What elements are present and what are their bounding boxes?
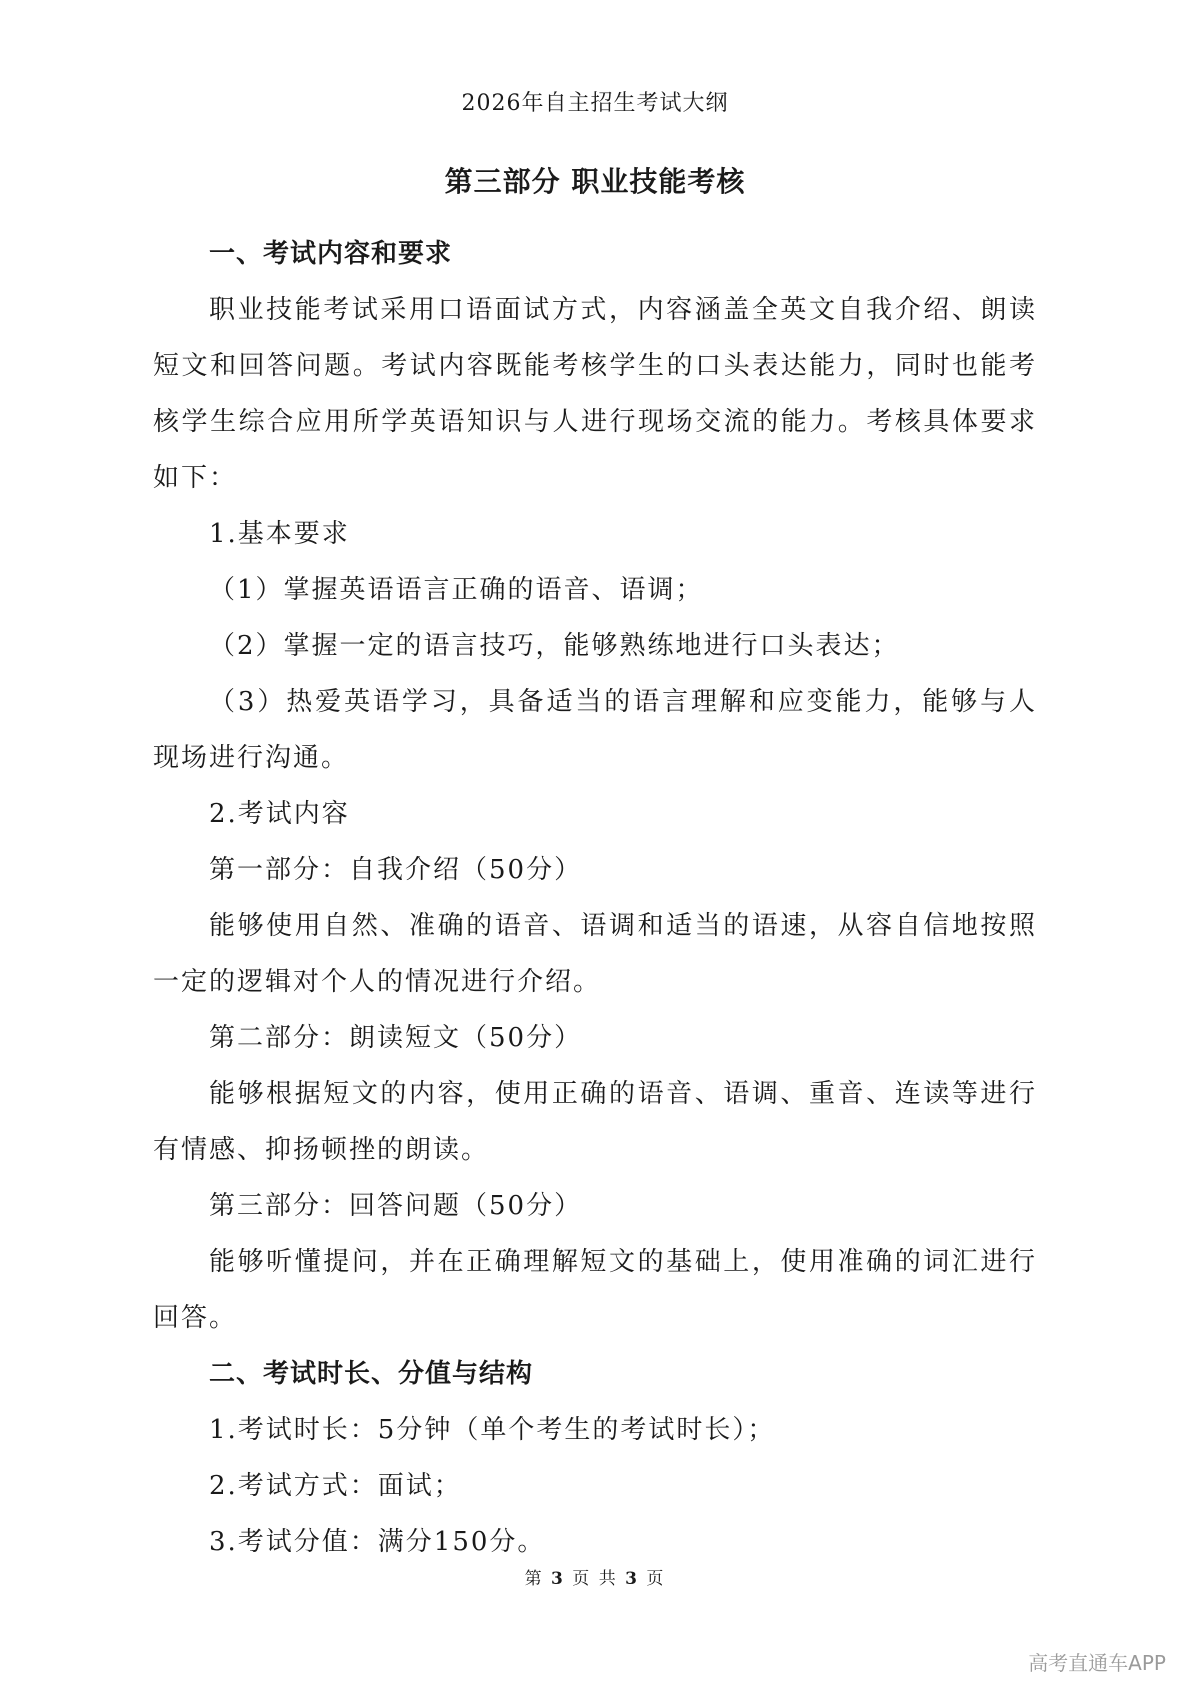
- paragraph: （2）掌握一定的语言技巧，能够熟练地进行口头表达；: [209, 631, 900, 661]
- footer-suffix: 页: [646, 1569, 666, 1589]
- document-header: 2026年自主招生考试大纲: [461, 91, 729, 116]
- paragraph: 能够听懂提问，并在正确理解短文的基础上，使用准确的词汇进行回答。: [153, 1247, 1037, 1333]
- section-heading: 二、考试时长、分值与结构: [209, 1359, 534, 1389]
- paragraph: 能够使用自然、准确的语音、语调和适当的语速，从容自信地按照一定的逻辑对个人的情况进行介绍。: [153, 911, 1037, 997]
- section-title: 第三部分 职业技能考核: [444, 165, 746, 198]
- paragraph: 2.考试内容: [209, 799, 350, 829]
- paragraph: （1）掌握英语语言正确的语音、语调；: [209, 575, 704, 605]
- current-page-number: 3: [551, 1569, 565, 1589]
- section-heading: 一、考试内容和要求: [209, 239, 453, 269]
- paragraph: （3）热爱英语学习，具备适当的语言理解和应变能力，能够与人现场进行沟通。: [153, 687, 1037, 773]
- paragraph: 1.考试时长：5分钟（单个考生的考试时长）；: [209, 1415, 776, 1445]
- paragraph: 3.考试分值：满分150分。: [209, 1527, 546, 1557]
- paragraph: 能够根据短文的内容，使用正确的语音、语调、重音、连读等进行有情感、抑扬顿挫的朗读。: [153, 1079, 1037, 1165]
- paragraph: 第二部分：朗读短文（50分）: [209, 1023, 583, 1053]
- footer-prefix: 第: [524, 1569, 544, 1589]
- document-body: [153, 226, 1037, 1570]
- watermark-text: 高考直通车APP: [1028, 1651, 1166, 1675]
- footer-middle: 页 共: [572, 1569, 618, 1589]
- paragraph: 1.基本要求: [209, 519, 350, 549]
- paragraph: 第一部分：自我介绍（50分）: [209, 855, 583, 885]
- paragraph: 2.考试方式：面试；: [209, 1471, 462, 1501]
- paragraph: 第三部分：回答问题（50分）: [209, 1191, 583, 1221]
- page-footer: [0, 1564, 1190, 1589]
- paragraph: 职业技能考试采用口语面试方式，内容涵盖全英文自我介绍、朗读短文和回答问题。考试内容既能考核学生的口头表达能力，同时也能考核学生综合应用所学英语知识与人进行现场交流的能力。考核具体要求如下：: [153, 295, 1037, 493]
- total-page-number: 3: [625, 1569, 639, 1589]
